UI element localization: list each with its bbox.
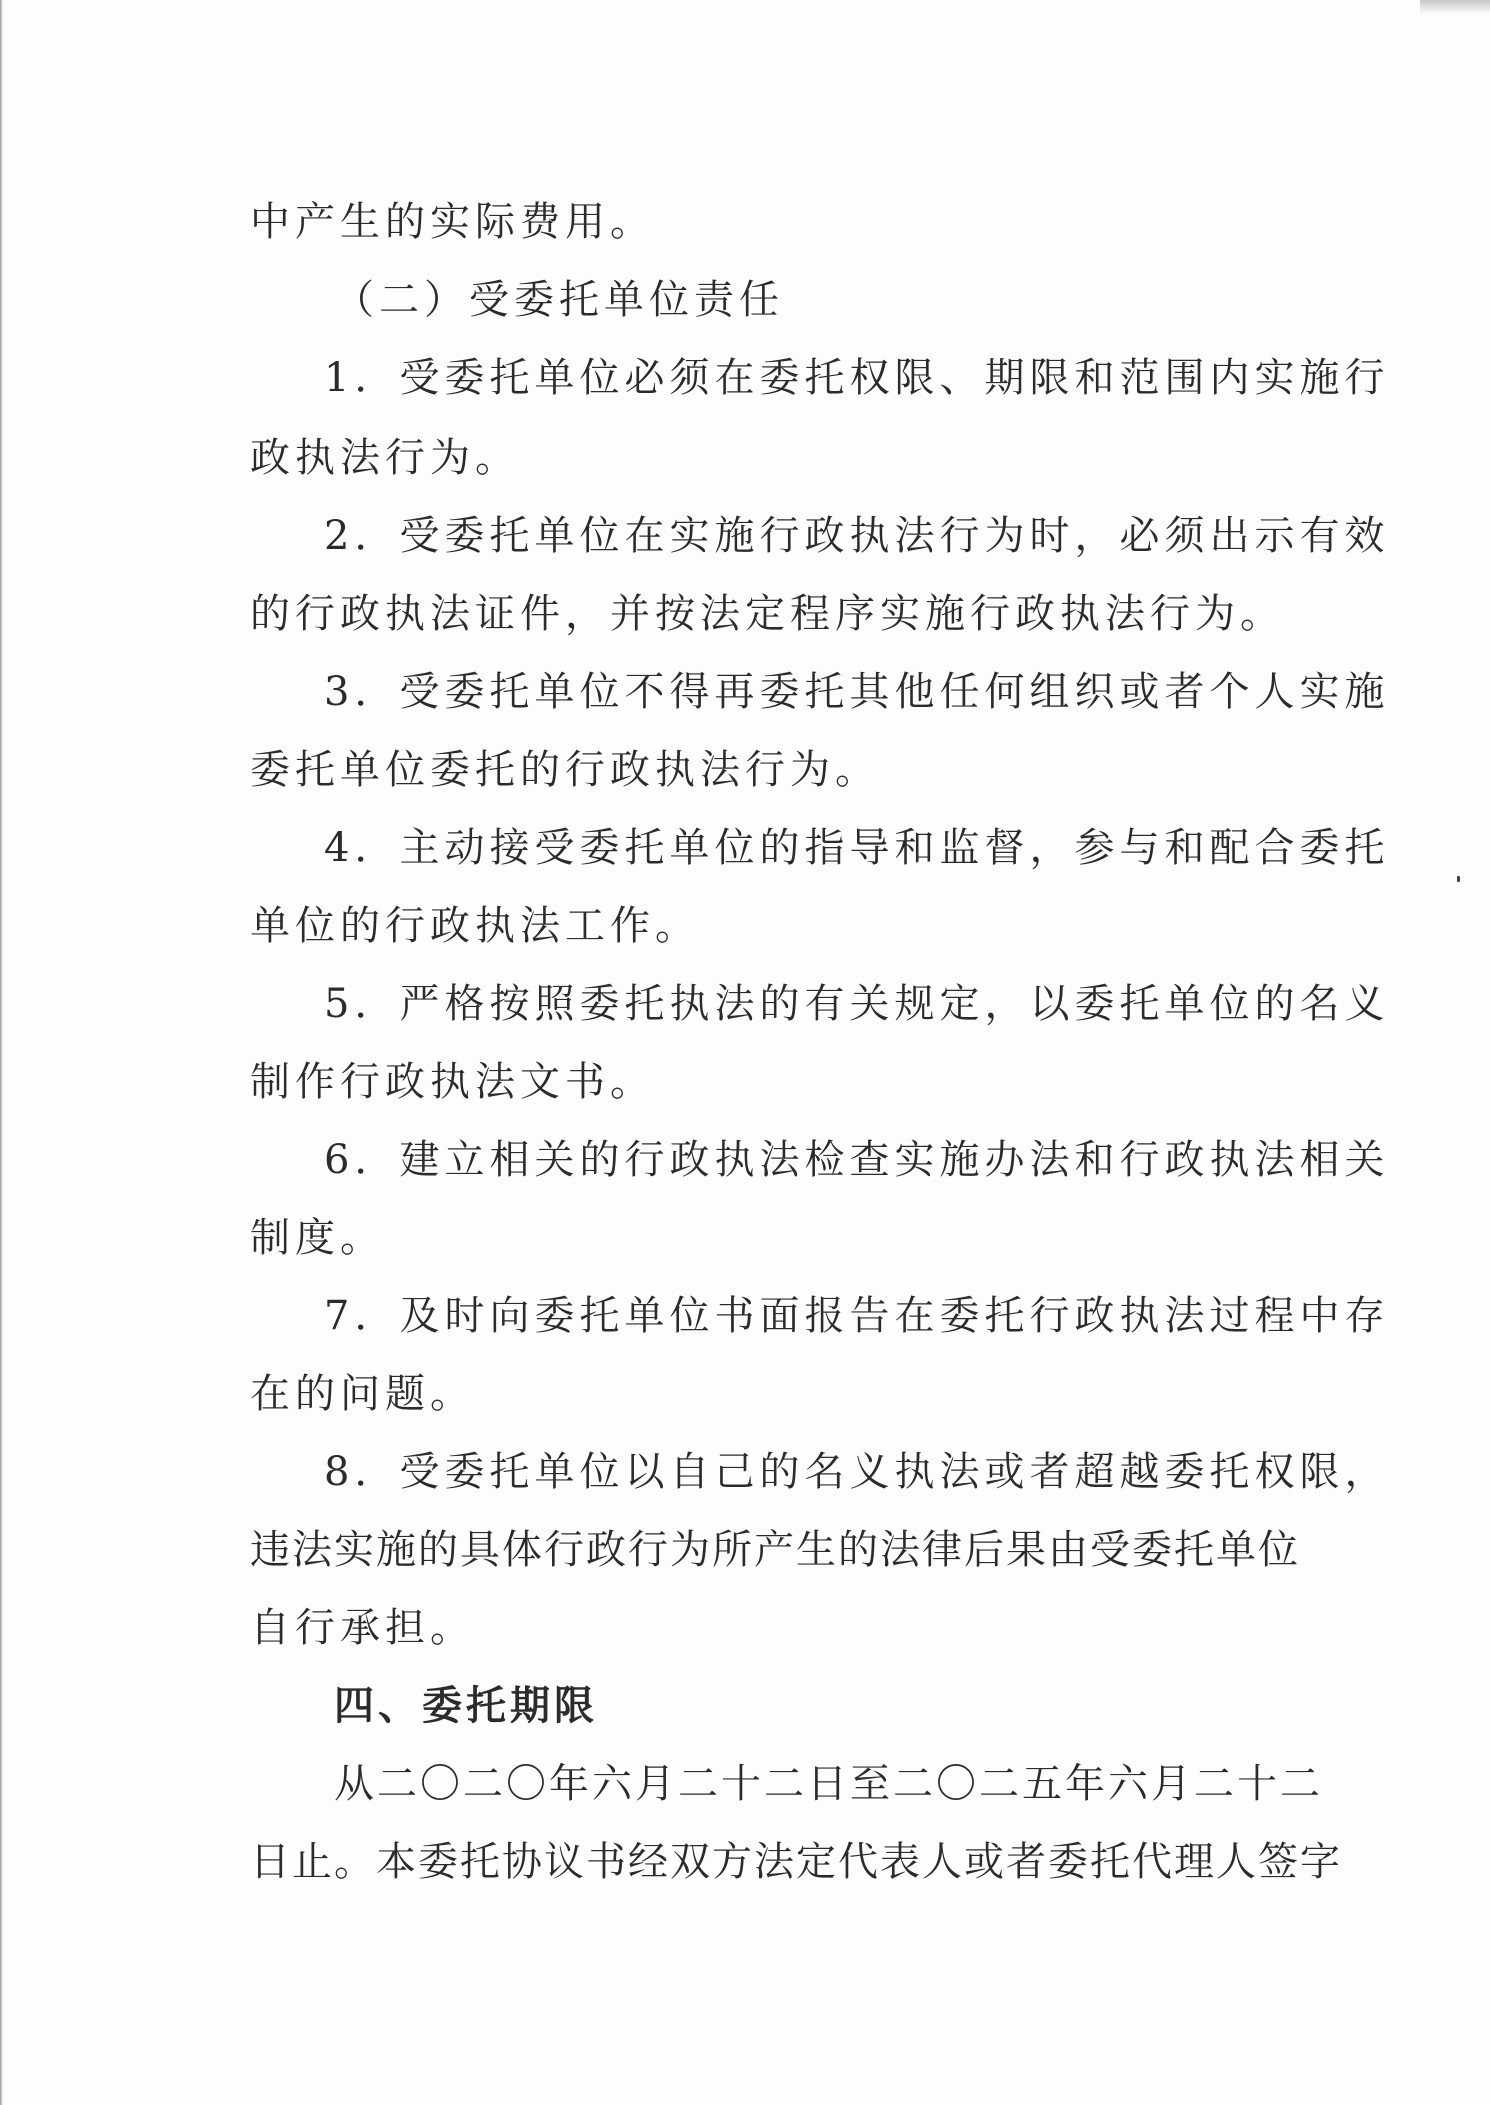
text-line: 委托单位委托的行政执法行为。 (250, 747, 880, 793)
scan-edge-top-right (1420, 0, 1490, 14)
text-line: 政执法行为。 (250, 435, 520, 481)
text-line: 7．及时向委托单位书面报告在委托行政执法过程中存 (324, 1293, 1390, 1339)
text-line: 日止。本委托协议书经双方法定代表人或者委托代理人签字 (250, 1839, 1342, 1885)
text-line: 6．建立相关的行政执法检查实施办法和行政执法相关 (324, 1137, 1390, 1183)
text-line: 4．主动接受委托单位的指导和监督，参与和配合委托 (324, 825, 1390, 871)
scan-edge-left (0, 0, 3, 2105)
text-line: 2．受委托单位在实施行政执法行为时，必须出示有效 (324, 513, 1390, 559)
text-line: 8．受委托单位以自己的名义执法或者超越委托权限， (324, 1449, 1390, 1495)
section-subheading: （二）受委托单位责任 (334, 277, 784, 323)
text-line: 1．受委托单位必须在委托权限、期限和范围内实施行 (324, 355, 1390, 401)
text-line: 5．严格按照委托执法的有关规定，以委托单位的名义 (324, 981, 1390, 1027)
text-line: 制作行政执法文书。 (250, 1059, 655, 1105)
text-line: 自行承担。 (250, 1605, 475, 1651)
section-heading-entrustment-period: 四、委托期限 (334, 1683, 598, 1729)
scan-speck (1457, 876, 1460, 882)
text-line: 违法实施的具体行政行为所产生的法律后果由受委托单位 (250, 1527, 1300, 1573)
text-line: 制度。 (250, 1215, 385, 1261)
text-line: 在的问题。 (250, 1371, 475, 1417)
text-line: 3．受委托单位不得再委托其他任何组织或者个人实施 (324, 669, 1390, 715)
text-line: 从二〇二〇年六月二十二日至二〇二五年六月二十二 (334, 1761, 1323, 1807)
text-line: 中产生的实际费用。 (250, 199, 655, 245)
text-line: 的行政执法证件，并按法定程序实施行政执法行为。 (250, 591, 1285, 637)
text-line: 单位的行政执法工作。 (250, 903, 700, 949)
